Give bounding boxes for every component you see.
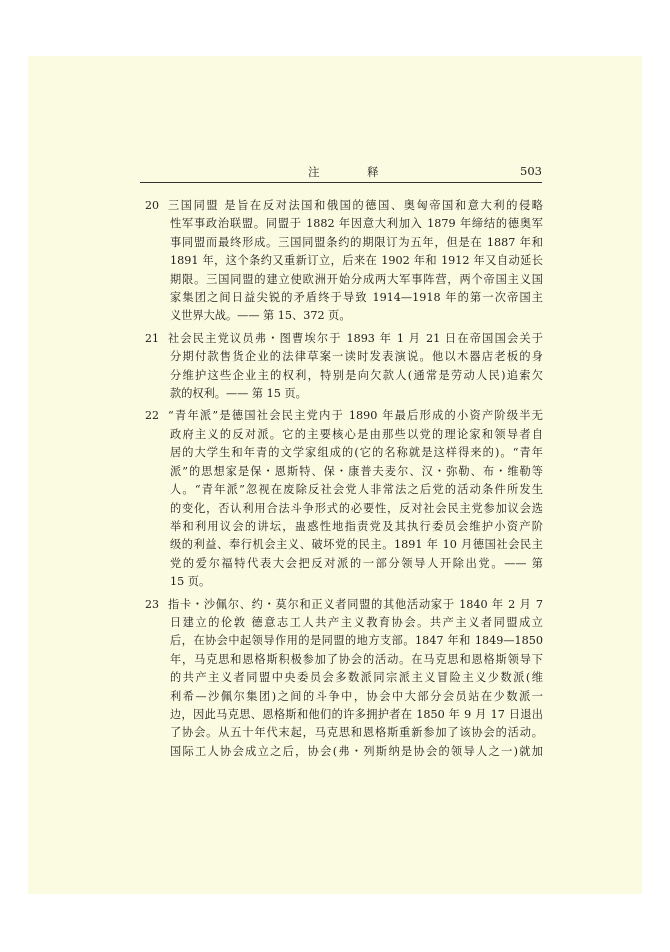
note-item (141, 197, 543, 326)
note-line: 的共产主义者同盟中央委员会多数派同宗派主义冒险主义少数派(维 (170, 671, 543, 685)
note-line: 家集团之间日益尖锐的矛盾终于导致 1914—1918 年的第一次帝国主 (170, 291, 543, 305)
note-line: 的变化，否认利用合法斗争形式的必要性，反对社会民主党参加议会选 (170, 501, 543, 515)
note-line: 了协会。从五十年代末起，马克思和恩格斯重新参加了该协会的活动。 (170, 726, 543, 740)
note-line: 分维护这些企业主的权利，特别是向欠款人(通常是劳动人民)追索欠 (170, 368, 543, 382)
note-line: 日建立的伦敦 德意志工人共产主义教育协会。共产主义者同盟成立 (170, 615, 543, 629)
header-title: 注 释 (308, 165, 401, 179)
note-line: 利希—沙佩尔集团)之间的斗争中，协会中大部分会员站在少数派一 (170, 689, 543, 703)
note-line: 边，因此马克思、恩格斯和他们的许多拥护者在 1850 年 9 月 17 日退出 (170, 707, 543, 721)
note-line: 派”的思想家是保・恩斯特、保・康普夫麦尔、汉・弥勒、布・维勒等 (170, 464, 543, 478)
note-line: 政府主义的反对派。它的主要核心是由那些以党的理论家和领导者自 (170, 427, 543, 441)
note-line: 后，在协会中起领导作用的是同盟的地方支部。1847 年和 1849—1850 (170, 634, 543, 648)
note-line: 义世界大战。—— 第 15、372 页。 (170, 309, 351, 323)
header-rule (140, 182, 542, 183)
note-line: 三国同盟 是旨在反对法国和俄国的德国、奥匈帝国和意大利的侵略 (168, 199, 543, 212)
note-line: 党的爱尔福特代表大会把反对派的一部分领导人开除出党。—— 第 (170, 556, 543, 570)
note-line: 1891 年，这个条约又重新订立，后来在 1902 年和 1912 年又自动延长 (170, 254, 543, 268)
note-line: 级的利益、奉行机会主义、破坏党的民主。1891 年 10 月德国社会民主 (170, 538, 543, 552)
note-line: 举和利用议会的讲坛，蛊惑性地指责党及其执行委员会维护小资产阶 (170, 519, 543, 533)
note-line: 居的大学生和年青的文学家组成的(它的名称就是这样得来的)。“青年 (170, 446, 543, 460)
note-number: 23 (145, 597, 159, 611)
note-line: 款的权利。—— 第 15 页。 (170, 387, 307, 401)
note-number: 20 (145, 199, 159, 212)
note-line: 指卡・沙佩尔、约・莫尔和正义者同盟的其他活动家于 1840 年 2 月 7 (168, 597, 543, 611)
page-number: 503 (520, 164, 542, 178)
note-number: 21 (145, 331, 159, 345)
running-header (140, 164, 542, 184)
note-item (141, 407, 543, 591)
note-line: 年，马克思和恩格斯积极参加了协会的活动。在马克思和恩格斯领导下 (170, 652, 543, 666)
note-line: 期限。三国同盟的建立使欧洲开始分成两大军事阵营，两个帝国主义国 (170, 272, 543, 286)
note-number: 22 (145, 409, 159, 423)
note-line: 社会民主党议员弗・图曹埃尔于 1893 年 1 月 21 日在帝国国会关于 (168, 331, 543, 345)
notes-list (141, 197, 543, 765)
note-line: 国际工人协会成立之后，协会(弗・列斯纳是协会的领导人之一)就加 (170, 744, 543, 758)
note-line: 15 页。 (170, 575, 211, 589)
note-line: “青年派”是德国社会民主党内于 1890 年最后形成的小资产阶级半无 (168, 409, 543, 423)
note-line: 分期付款售货企业的法律草案一读时发表演说。他以木器店老板的身 (170, 350, 543, 364)
note-item (141, 596, 543, 762)
note-line: 事同盟而最终形成。三国同盟条约的期限订为五年，但是在 1887 年和 (170, 235, 543, 249)
note-line: 性军事政治联盟。同盟于 1882 年因意大利加入 1879 年缔结的德奥军 (170, 217, 543, 231)
note-item (141, 330, 543, 404)
note-line: 人。“青年派”忽视在废除反社会党人非常法之后党的活动条件所发生 (170, 483, 543, 497)
